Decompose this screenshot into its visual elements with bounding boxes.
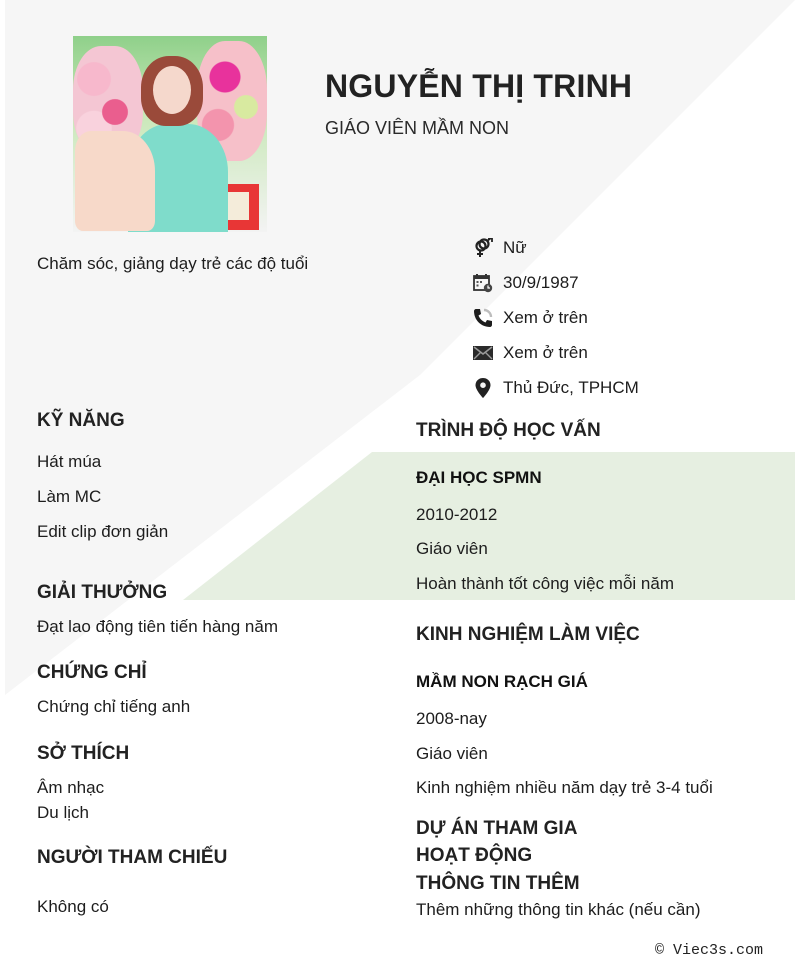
contact-info [472, 230, 639, 405]
experience-company: MẦM NON RẠCH GIÁ [416, 672, 588, 691]
award-item: Đạt lao động tiên tiến hàng năm [37, 617, 279, 636]
hobbies-heading: SỞ THÍCH [37, 743, 130, 764]
experience-heading: KINH NGHIỆM LÀM VIỆC [416, 624, 640, 645]
hobby-item: Âm nhạc [37, 778, 105, 797]
references-heading: NGƯỜI THAM CHIẾU [37, 847, 228, 868]
contact-phone [472, 300, 639, 335]
experience-position: Giáo viên [416, 744, 488, 763]
contact-address [472, 370, 639, 405]
person-face [153, 66, 191, 114]
birthday-value: 30/9/1987 [503, 272, 579, 292]
email-value: Xem ở trên [503, 342, 588, 362]
skill-item: Edit clip đơn giản [37, 522, 169, 541]
copyright-footer: © Viec3s.com [655, 942, 764, 959]
phone-icon [472, 307, 493, 328]
projects-heading: DỰ ÁN THAM GIA [416, 818, 578, 839]
education-heading: TRÌNH ĐỘ HỌC VẤN [416, 420, 601, 441]
additional-info-text: Thêm những thông tin khác (nếu cần) [416, 900, 701, 919]
skill-item: Hát múa [37, 452, 102, 471]
experience-period: 2008-nay [416, 709, 487, 728]
calendar-icon [472, 272, 493, 293]
contact-email [472, 335, 639, 370]
mail-icon [472, 342, 493, 363]
bouquet [75, 131, 155, 231]
address-value: Thủ Đức, TPHCM [503, 377, 639, 397]
contact-gender [472, 230, 639, 265]
education-major: Giáo viên [416, 539, 488, 558]
skill-item: Làm MC [37, 487, 102, 506]
candidate-name: NGUYỄN THỊ TRINH [325, 68, 633, 104]
additional-info-heading: THÔNG TIN THÊM [416, 873, 580, 894]
hobby-item: Du lịch [37, 803, 89, 822]
education-school: ĐẠI HỌC SPMN [416, 468, 542, 487]
certificate-item: Chứng chỉ tiếng anh [37, 697, 191, 716]
experience-description: Kinh nghiệm nhiều năm dạy trẻ 3-4 tuổi [416, 778, 713, 797]
certificates-heading: CHỨNG CHỈ [37, 662, 147, 683]
skills-heading: KỸ NĂNG [37, 410, 125, 431]
education-description: Hoàn thành tốt công việc mỗi năm [416, 574, 674, 593]
gender-icon [472, 237, 493, 258]
phone-value: Xem ở trên [503, 307, 588, 327]
awards-heading: GIẢI THƯỞNG [37, 582, 168, 603]
location-icon [472, 377, 493, 398]
profile-photo [73, 36, 267, 232]
contact-birthday [472, 265, 639, 300]
gender-value: Nữ [503, 237, 527, 257]
education-period: 2010-2012 [416, 505, 498, 524]
reference-item: Không có [37, 897, 109, 916]
activities-heading: HOẠT ĐỘNG [416, 845, 533, 866]
career-summary: Chăm sóc, giảng dạy trẻ các độ tuổi [37, 254, 309, 273]
job-title: GIÁO VIÊN MẦM NON [325, 118, 510, 138]
